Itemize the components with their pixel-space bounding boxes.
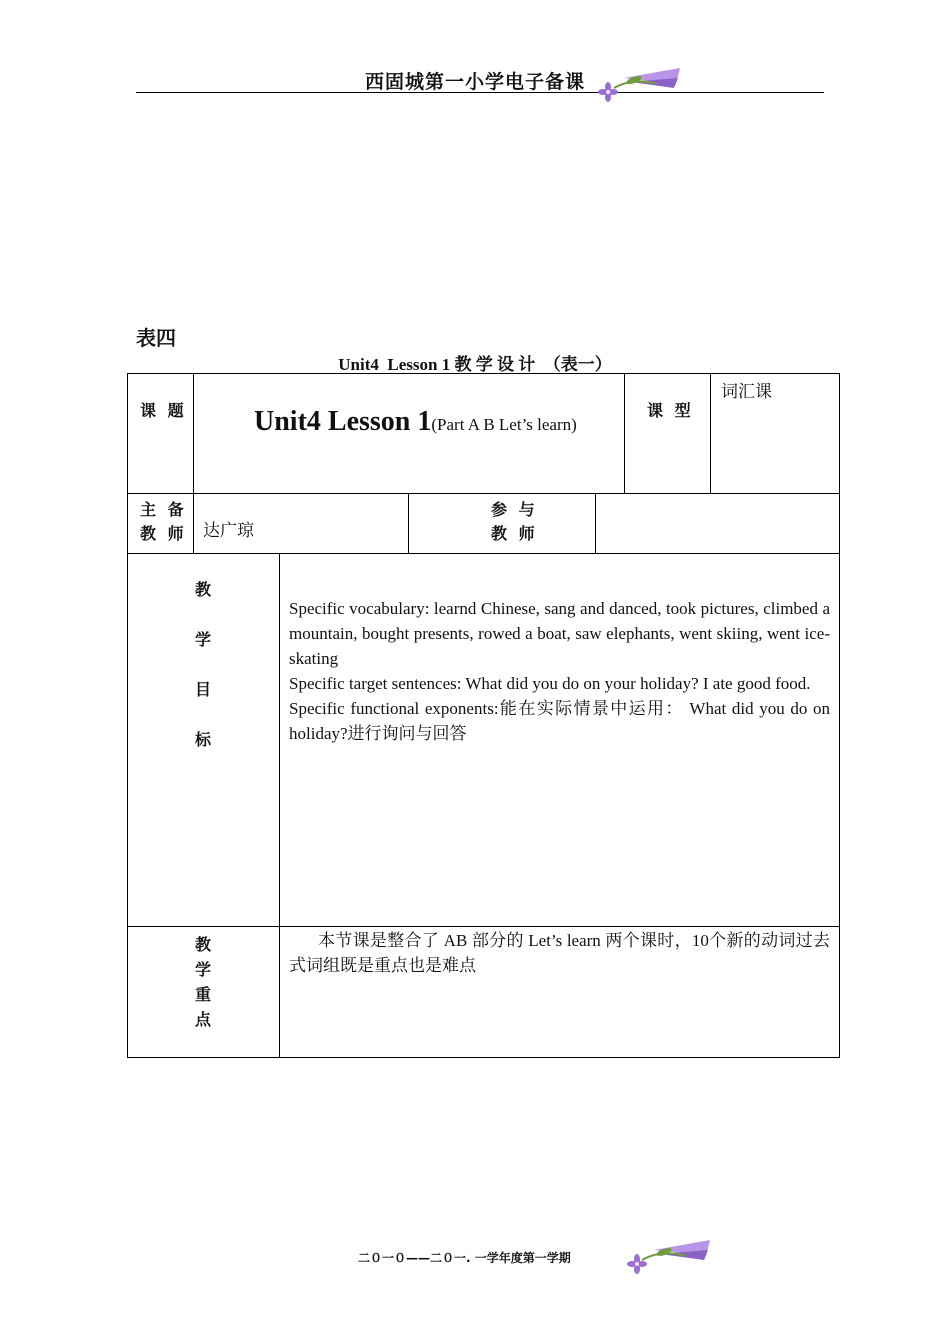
participating-teacher-label-cell [408,493,596,554]
objective-functional: Specific functional exponents:能在实际情景中运用： What did you do on holiday?进行询问与回答 [289,699,830,743]
type-value-cell [710,373,840,494]
table-caption: Unit4 Lesson 1 教 学 设 计 （表一） [338,355,612,374]
key-points-text: 本节课是整合了 AB 部分的 Let’s learn 两个课时，10个新的动词过去式词组既是重点也是难点 [289,931,830,975]
objectives-label-char: 标 [195,730,215,749]
objectives-content [289,596,830,746]
type-label: 课 型 [647,401,694,420]
participating-teacher-value-cell [595,493,840,554]
objectives-label-cell [127,553,280,927]
lead-teacher-label-line1: 主 备 [140,500,187,519]
key-points-label-char: 点 [195,1010,215,1029]
lead-teacher-value-cell [193,493,409,554]
header-title: 西固城第一小学电子备课 [364,71,585,93]
topic-value-cell [193,373,625,494]
flower-decoration-icon [622,1230,714,1276]
objective-sentences: Specific target sentences: What did you do on your holiday? I ate good food. [289,674,811,693]
type-value: 词汇课 [721,382,772,402]
participating-teacher-label-line2: 教 师 [491,524,538,543]
objective-vocabulary: Specific vocabulary: learnd Chinese, sang and danced, took pictures, climbed a mountain, bought presents, rowed a boat, saw elephants, went skiing, went ice-skating [289,599,830,668]
flower-decoration-icon [594,58,684,104]
topic-main: Unit4 Lesson 1 [254,406,432,437]
key-points-label-char: 重 [195,985,215,1004]
key-points-label-char: 教 [195,935,215,954]
topic-label: 课 题 [140,401,187,420]
lead-teacher-value: 达广琼 [203,521,254,541]
objectives-label-char: 教 [195,580,215,599]
header-rule [136,92,824,93]
key-points-label-char: 学 [195,960,215,979]
objectives-label-char: 目 [195,680,215,699]
topic-label-cell [127,373,194,494]
type-label-cell [624,373,711,494]
lead-teacher-label-cell [127,493,194,554]
objectives-content-cell [279,553,840,927]
footer-text: 二０一０——二０一. 一学年度第一学期 [358,1251,571,1265]
objectives-label-char: 学 [195,630,215,649]
key-points-content-cell [279,926,840,1058]
topic-title [254,406,577,438]
key-points-label-cell [127,926,280,1058]
participating-teacher-label-line1: 参 与 [491,500,538,519]
table-label: 表四 [136,326,176,350]
lead-teacher-label-line2: 教 师 [140,524,187,543]
topic-sub: (Part A B Let’s learn) [431,415,577,434]
